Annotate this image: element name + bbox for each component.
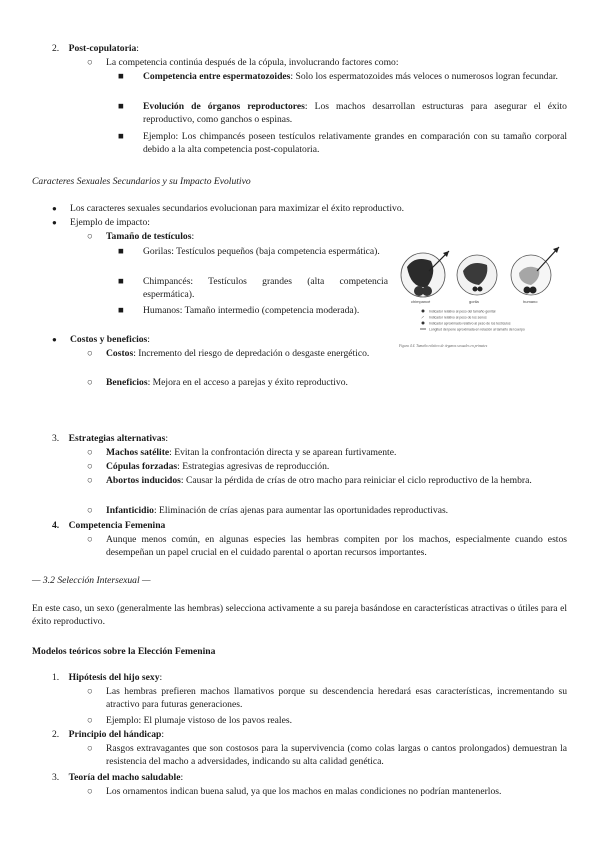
- bullet-item: [52, 217, 572, 230]
- list-item: [118, 71, 567, 84]
- list-item: [87, 475, 567, 488]
- list-number: 3.: [52, 433, 60, 444]
- legend-entry: Longitud del pene aproximada en relación al tamaño del cuerpo: [429, 327, 525, 332]
- circle-marker: ○: [87, 447, 93, 458]
- item-text: Los ornamentos indican buena salud, ya que los machos en malas condiciones no podrían mantenerlos.: [106, 786, 502, 797]
- circle-marker: ○: [87, 475, 93, 486]
- circle-marker: ○: [87, 534, 93, 545]
- estrategias-heading: [52, 433, 572, 446]
- list-item: [87, 786, 567, 799]
- gorilla-testes: [473, 287, 478, 292]
- list-item: [87, 461, 567, 474]
- square-marker: ■: [118, 246, 124, 257]
- item-term: Machos satélite: [106, 447, 170, 458]
- legend-symbol: [422, 310, 425, 313]
- colon: :: [159, 672, 163, 683]
- chimp-testes: [422, 286, 432, 296]
- bullet-text: Los caracteres sexuales secundarios evolucionan para maximizar el éxito reproductivo.: [70, 203, 405, 214]
- modelo-title: Teoría del macho saludable: [68, 772, 181, 783]
- list-item: [87, 348, 388, 361]
- item-text: : Incremento del riesgo de depredación o desgaste energético.: [133, 348, 370, 359]
- item-term: Abortos inducidos: [106, 475, 181, 486]
- item-text: Gorilas: Testículos pequeños (baja competencia espermática).: [143, 246, 380, 257]
- costos-title: Costos y beneficios: [70, 334, 148, 345]
- post-copulatoria-intro: [87, 57, 567, 70]
- colon: :: [180, 772, 184, 783]
- list-number: 4.: [52, 520, 60, 531]
- list-item: [87, 447, 567, 460]
- bullet-marker: ●: [52, 204, 57, 213]
- circle-marker: ○: [87, 461, 93, 472]
- circle-marker: ○: [87, 348, 93, 359]
- colon: :: [161, 729, 165, 740]
- square-marker: ■: [118, 71, 124, 82]
- list-item: [87, 715, 567, 728]
- list-item: [87, 377, 388, 390]
- list-item: [87, 686, 567, 712]
- section-heading: — 3.2 Selección Intersexual —: [32, 575, 151, 586]
- section-heading: Caracteres Sexuales Secundarios y su Impacto Evolutivo: [32, 176, 251, 187]
- list-item: [87, 534, 567, 560]
- list-item: [118, 305, 388, 318]
- item-text: : Solo los espermatozoides más veloces o numerosos logran fecundar.: [290, 71, 558, 82]
- circle-marker: ○: [87, 686, 93, 697]
- modelo-heading: [52, 672, 572, 685]
- figure-caption: Figura 4.4. Tamaño relativo de órganos sexuales en primates: [399, 344, 488, 348]
- item-term: Infanticidio: [106, 505, 154, 516]
- square-marker: ■: [118, 276, 124, 287]
- colon: :: [191, 231, 195, 242]
- testiculos-title: Tamaño de testículos: [106, 231, 192, 242]
- bullet-text: Ejemplo de impacto:: [70, 217, 150, 228]
- list-number: 1.: [52, 672, 60, 683]
- list-number: 3.: [52, 772, 60, 783]
- post-copulatoria-title: Post-copulatoria: [68, 43, 137, 54]
- circle-marker: ○: [87, 231, 93, 242]
- list-number: 2.: [52, 43, 60, 54]
- human-testes: [524, 287, 531, 294]
- list-item: [87, 505, 567, 518]
- intro-text: La competencia continúa después de la cópula, involucrando factores como:: [106, 57, 399, 68]
- item-text: Ejemplo: El plumaje vistoso de los pavos reales.: [106, 715, 292, 726]
- list-item: [118, 276, 388, 302]
- item-text: : Mejora en el acceso a parejas y éxito reproductivo.: [147, 377, 348, 388]
- item-term: Cópulas forzadas: [106, 461, 178, 472]
- modelo-heading: [52, 772, 572, 785]
- list-number: 2.: [52, 729, 60, 740]
- list-item: [118, 131, 567, 157]
- list-item: [118, 101, 567, 127]
- item-text: : Causar la pérdida de crías de otro macho para reiniciar el ciclo reproductivo de la hembra.: [180, 475, 532, 486]
- bullet-item: [52, 203, 572, 216]
- circle-marker: ○: [87, 743, 93, 754]
- item-text: : Estrategias agresivas de reproducción.: [177, 461, 330, 472]
- circle-marker: ○: [87, 505, 93, 516]
- item-text: Aunque menos común, en algunas especies las hembras compiten por los machos, especialmente cuando estos desempeñan un papel crucial en el cuidado parental o aportan recursos importantes.: [106, 534, 567, 558]
- competencia-femenina-heading: [52, 520, 572, 533]
- bullet-marker: ●: [52, 335, 57, 344]
- intersexual-paragraph: En este caso, un sexo (generalmente las hembras) selecciona activamente a su pareja basándose en características atractivas o útiles para el éxito reproductivo.: [32, 603, 567, 627]
- list-item: [87, 743, 567, 769]
- colon: :: [165, 433, 169, 444]
- post-copulatoria-heading: [52, 43, 572, 56]
- legend-entry: Indicador relativo al peso del tamaño genital: [429, 309, 496, 314]
- square-marker: ■: [118, 131, 124, 142]
- competencia-femenina-title: Competencia Femenina: [68, 520, 166, 531]
- circle-marker: ○: [87, 57, 93, 68]
- item-term: Evolución de órganos reproductores: [143, 101, 305, 112]
- item-term: Competencia entre espermatozoides: [143, 71, 291, 82]
- colon: :: [136, 43, 139, 54]
- square-marker: ■: [118, 305, 124, 316]
- bullet-item: [52, 334, 382, 347]
- legend-symbol: [422, 322, 425, 325]
- colon: :: [147, 334, 150, 345]
- legend-entry: Indicador aproximado relativo al peso de los testículos: [429, 321, 511, 326]
- testiculos-heading: [87, 231, 387, 244]
- item-term: Costos: [106, 348, 134, 359]
- figure-label: gorila: [469, 299, 479, 304]
- item-text: : Evitan la confrontación directa y se aparean furtivamente.: [169, 447, 397, 458]
- item-text: Chimpancés: Testículos grandes (alta competencia espermática).: [143, 276, 388, 300]
- circle-marker: ○: [87, 377, 93, 388]
- figure-label: chimpancé: [411, 299, 431, 304]
- item-text: Las hembras prefieren machos llamativos porque su descendencia heredará esas características, incrementando su atractivo para futuras generaciones.: [106, 686, 567, 710]
- legend-symbol: ↗: [421, 315, 425, 320]
- modelo-heading: [52, 729, 572, 742]
- item-text: Humanos: Tamaño intermedio (competencia moderada).: [143, 305, 360, 316]
- gorilla-testes: [478, 287, 483, 292]
- item-text: : Eliminación de crías ajenas para aumentar las oportunidades reproductivas.: [153, 505, 449, 516]
- human-testes: [530, 287, 537, 294]
- item-text: : Los machos desarrollan estructuras para asegurar el éxito reproductivo, como ganchos o espinas.: [143, 101, 567, 125]
- list-item: [118, 246, 388, 259]
- figure-illustration: [397, 243, 572, 355]
- primate-genitalia-figure: [397, 243, 572, 355]
- item-term: Beneficios: [106, 377, 148, 388]
- figure-label: humano: [523, 299, 538, 304]
- circle-marker: ○: [87, 786, 93, 797]
- circle-marker: ○: [87, 715, 93, 726]
- modelo-title: Hipótesis del hijo sexy: [68, 672, 160, 683]
- item-text: Rasgos extravagantes que son costosos para la supervivencia (como colas largas o cantos prolongados) demuestran la resistencia del macho a adversidades, indicando su alta calidad genética.: [106, 743, 567, 767]
- item-text: Ejemplo: Los chimpancés poseen testículos relativamente grandes en comparación con su tamaño corporal debido a la alta competencia post-copulatoria.: [143, 131, 567, 155]
- bullet-marker: ●: [52, 218, 57, 227]
- legend-entry: Indicador relativo al peso de los senos: [429, 315, 487, 320]
- estrategias-title: Estrategias alternativas: [68, 433, 166, 444]
- modelos-heading: Modelos teóricos sobre la Elección Femenina: [32, 646, 216, 657]
- square-marker: ■: [118, 101, 124, 112]
- modelo-title: Principio del hándicap: [68, 729, 162, 740]
